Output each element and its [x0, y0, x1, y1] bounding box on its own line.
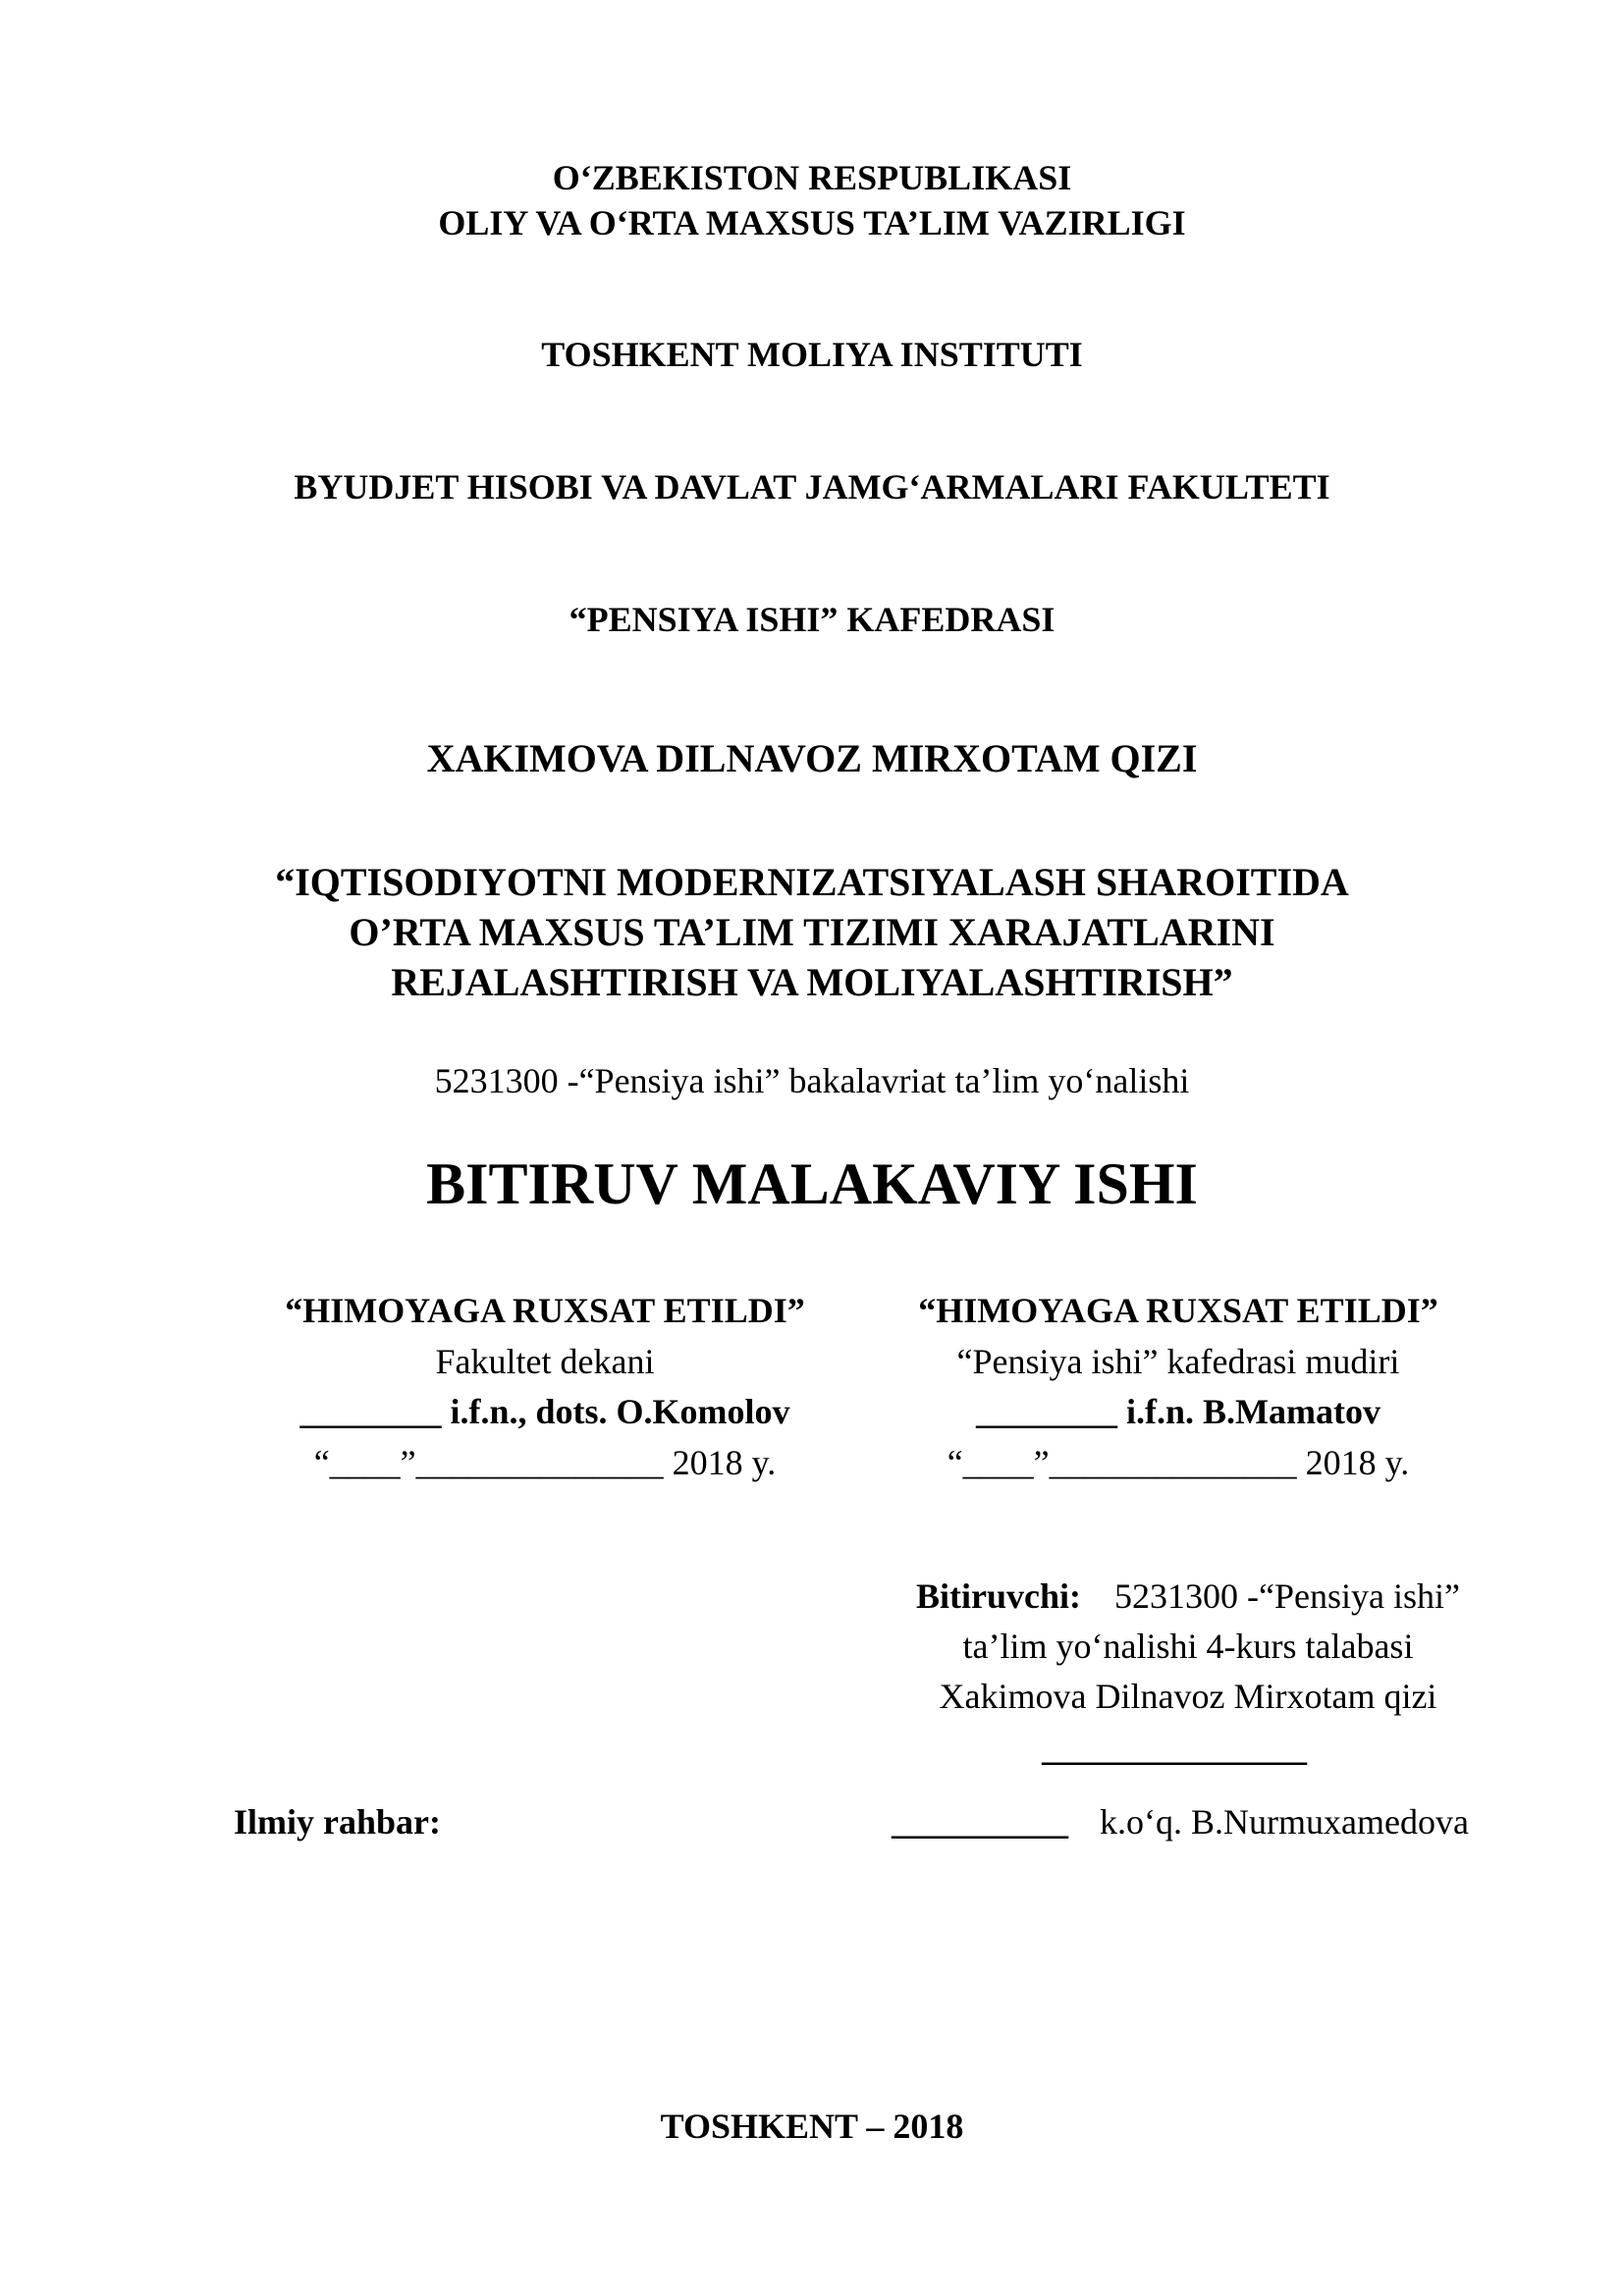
institute-name: TOSHKENT MOLIYA INSTITUTI	[541, 335, 1083, 374]
supervisor-label: Ilmiy rahbar:	[234, 1802, 441, 1842]
graduate-block	[884, 1578, 1492, 1775]
footer-city-year: TOSHKENT – 2018	[660, 2107, 964, 2146]
graduate-name: Xakimova Dilnavoz Mirxotam qizi	[939, 1677, 1437, 1716]
approval-left-heading: “HIMOYAGA RUXSAT ETILDI”	[285, 1291, 805, 1330]
graduate-specialty: 5231300 -“Pensiya ishi”	[1114, 1576, 1460, 1616]
department-name: “PENSIYA ISHI” KAFEDRASI	[568, 600, 1056, 639]
approval-right-heading: “HIMOYAGA RUXSAT ETILDI”	[918, 1291, 1438, 1330]
author-name: XAKIMOVA DILNAVOZ MIRXOTAM QIZI	[426, 736, 1198, 780]
thesis-title-line-2: O’RTA MAXSUS TA’LIM TIZIMI XARAJATLARINI	[349, 910, 1275, 954]
graduate-label: Bitiruvchi:	[916, 1576, 1082, 1616]
thesis-title-line-3: REJALASHTIRISH VA MOLIYALASHTIRISH”	[391, 960, 1233, 1004]
approval-left-position: Fakultet dekani	[435, 1342, 655, 1381]
approval-left-date: “____”______________ 2018 y.	[313, 1443, 777, 1482]
approval-right-position: “Pensiya ishi” kafedrasi mudiri	[956, 1342, 1400, 1381]
ministry-line-2: OLIY VA O‘RTA MAXSUS TA’LIM VAZIRLIGI	[438, 203, 1186, 242]
graduate-signature-line: _______________	[1042, 1729, 1307, 1768]
approval-left-signature: ________ i.f.n., dots. O.Komolov	[299, 1392, 790, 1431]
graduate-line-2: ta’lim yo‘nalishi 4-kurs talabasi	[962, 1627, 1414, 1666]
supervisor-signature-line: __________	[892, 1802, 1068, 1842]
graduate-line-1	[884, 1578, 1492, 1614]
document-type-title: BITIRUV MALAKAVIY ISHI	[426, 1151, 1198, 1216]
thesis-title-line-1: “IQTISODIYOTNI MODERNIZATSIYALASH SHAROITIDA	[275, 860, 1349, 904]
specialty-line: 5231300 -“Pensiya ishi” bakalavriat ta’lim yo‘nalishi	[434, 1061, 1190, 1100]
approval-right	[884, 1293, 1473, 1499]
faculty-name: BYUDJET HISOBI VA DAVLAT JAMG‘ARMALARI FAKULTETI	[294, 467, 1330, 507]
approval-right-date: “____”______________ 2018 y.	[947, 1443, 1410, 1482]
supervisor-name: k.o‘q. B.Nurmuxamedova	[1100, 1802, 1469, 1842]
approval-right-signature: ________ i.f.n. B.Mamatov	[976, 1392, 1380, 1431]
approval-left	[250, 1293, 839, 1499]
ministry-line-1: O‘ZBEKISTON RESPUBLIKASI	[552, 158, 1072, 197]
